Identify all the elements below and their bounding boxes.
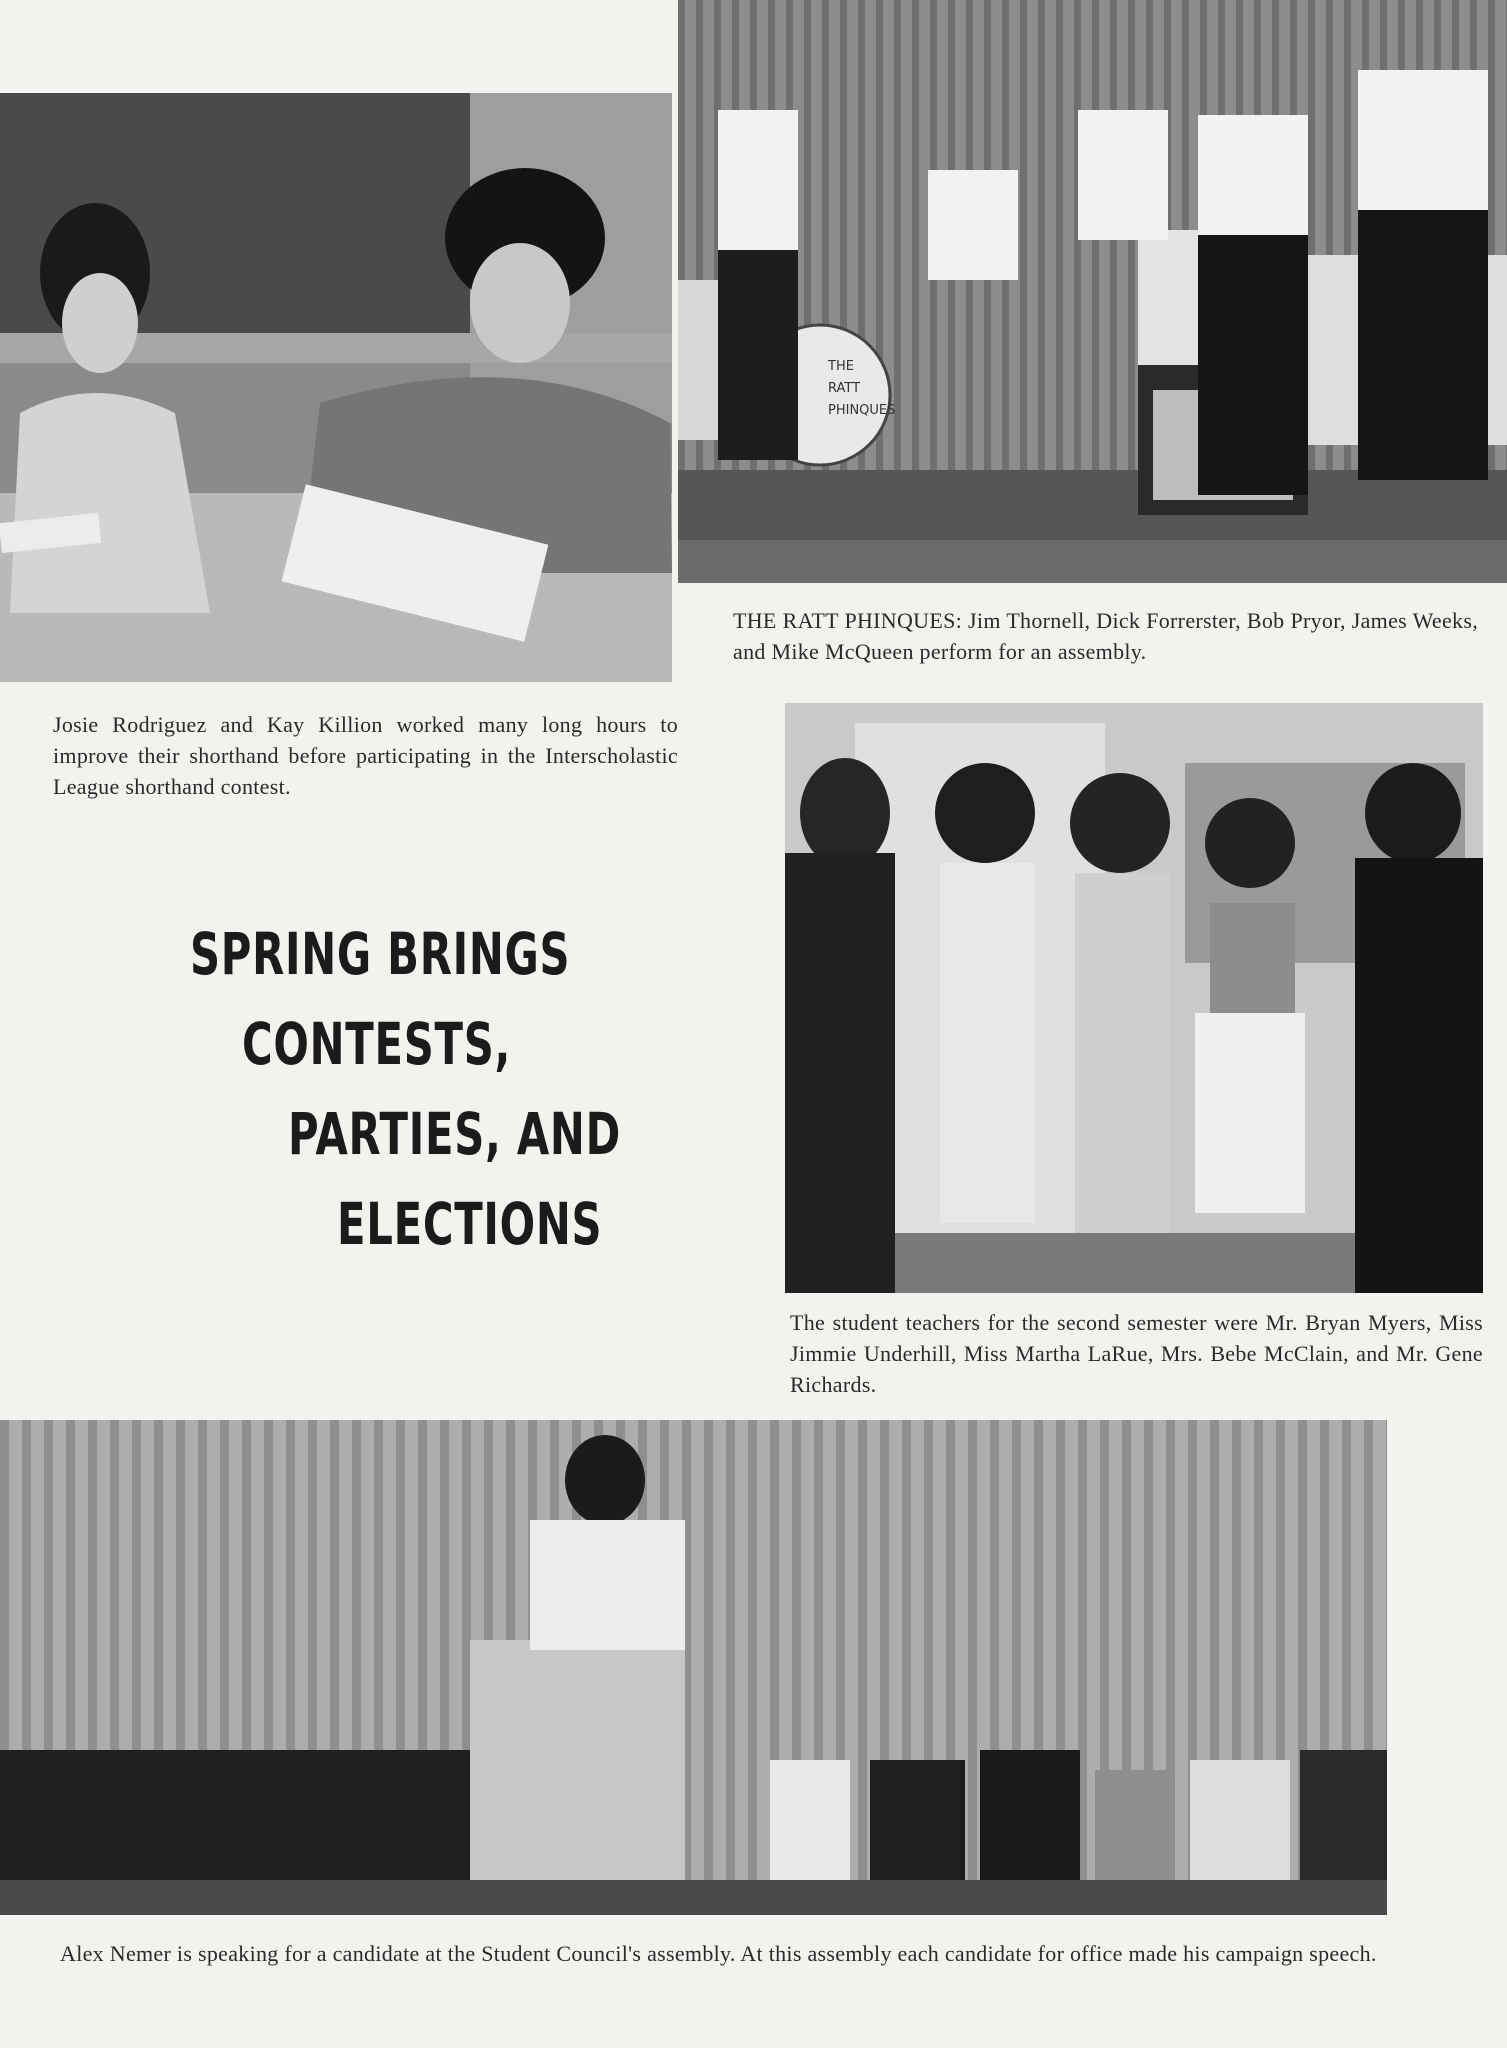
photo-student-council-assembly xyxy=(0,1420,1387,1915)
drum-text-line-2: RATT xyxy=(828,381,861,396)
headline-line-2: CONTESTS, xyxy=(242,1010,512,1078)
drum-head-label xyxy=(828,356,928,422)
headline-line-4: ELECTIONS xyxy=(337,1190,603,1258)
caption-student-teachers: The student teachers for the second semester were Mr. Bryan Myers, Miss Jimmie Underhill, Miss Martha LaRue, Mrs. Bebe McClain, and Mr. Gene Richards. xyxy=(790,1310,1483,1397)
headline-line-3: PARTIES, AND xyxy=(288,1100,621,1168)
drum-text-line-3: PHINQUES xyxy=(828,403,896,418)
drum-text-line-1: THE xyxy=(828,359,854,374)
photo-student-teachers xyxy=(785,703,1483,1293)
caption-shorthand: Josie Rodriguez and Kay Killion worked many long hours to improve their shorthand before participating in the Interscholastic League shorthand contest. xyxy=(53,712,678,799)
headline-line-1: SPRING BRINGS xyxy=(190,920,571,988)
caption-band: THE RATT PHINQUES: Jim Thornell, Dick Forrerster, Bob Pryor, James Weeks, and Mike McQueen perform for an assembly. xyxy=(733,608,1478,664)
caption-council-assembly: Alex Nemer is speaking for a candidate at the Student Council's assembly. At this assembly each candidate for office made his campaign speech. xyxy=(60,1941,1377,1966)
photo-shorthand-students xyxy=(0,93,672,682)
photo-ratt-phinques-band xyxy=(678,0,1507,583)
